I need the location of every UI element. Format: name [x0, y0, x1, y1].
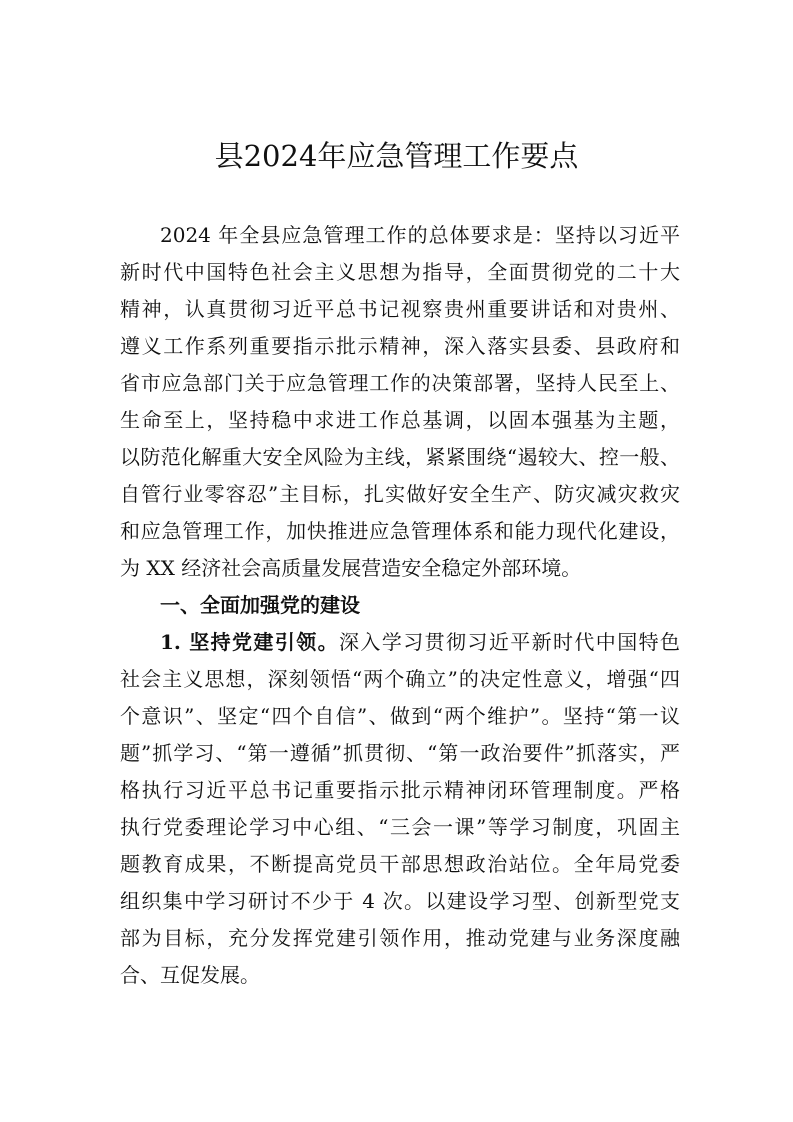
item1-line: 执行党委理论学习中心组、“三会一课”等学习制度，巩固主 — [120, 815, 680, 839]
intro-line: 省市应急部门关于应急管理工作的决策部署，坚持人民至上、 — [120, 371, 680, 395]
intro-line: 自管行业零容忍”主目标，扎实做好安全生产、防灾减灾救灾 — [120, 482, 680, 506]
document-title: 县2024年应急管理工作要点 — [214, 139, 579, 173]
intro-line: 以防范化解重大安全风险为主线，紧紧围绕“遏较大、控一般、 — [120, 445, 680, 469]
item1-first-line — [160, 622, 680, 662]
section-heading: 一、全面加强党的建设 — [160, 593, 360, 617]
item1-line: 合、互促发展。 — [120, 963, 260, 987]
intro-line: 2024 年全县应急管理工作的总体要求是：坚持以习近平 — [160, 223, 680, 247]
intro-line: 生命至上，坚持稳中求进工作总基调，以固本强基为主题， — [120, 408, 680, 432]
item1-line: 社会主义思想，深刻领悟“两个确立”的决定性意义，增强“四 — [120, 667, 680, 691]
item1-lead: 1. 坚持党建引领。 — [160, 630, 340, 654]
item1-line: 格执行习近平总书记重要指示批示精神闭环管理制度。严格 — [120, 778, 680, 802]
item1-line: 部为目标，充分发挥党建引领作用，推动党建与业务深度融 — [120, 926, 680, 950]
intro-line: 为 XX 经济社会高质量发展营造安全稳定外部环境。 — [120, 556, 582, 580]
item1-first-rest: 深入学习贯彻习近平新时代中国特色 — [339, 630, 680, 654]
intro-line: 和应急管理工作，加快推进应急管理体系和能力现代化建设， — [120, 519, 680, 543]
item1-line: 个意识”、坚定“四个自信”、做到“两个维护”。坚持“第一议 — [120, 704, 680, 728]
intro-line: 精神，认真贯彻习近平总书记视察贵州重要讲话和对贵州、 — [120, 297, 680, 321]
item1-line: 题”抓学习、“第一遵循”抓贯彻、“第一政治要件”抓落实，严 — [120, 741, 680, 765]
item1-line: 组织集中学习研讨不少于 4 次。以建设学习型、创新型党支 — [120, 889, 680, 913]
intro-line: 新时代中国特色社会主义思想为指导，全面贯彻党的二十大 — [120, 260, 680, 284]
item1-line: 题教育成果，不断提高党员干部思想政治站位。全年局党委 — [120, 852, 680, 876]
intro-line: 遵义工作系列重要指示批示精神，深入落实县委、县政府和 — [120, 334, 680, 358]
